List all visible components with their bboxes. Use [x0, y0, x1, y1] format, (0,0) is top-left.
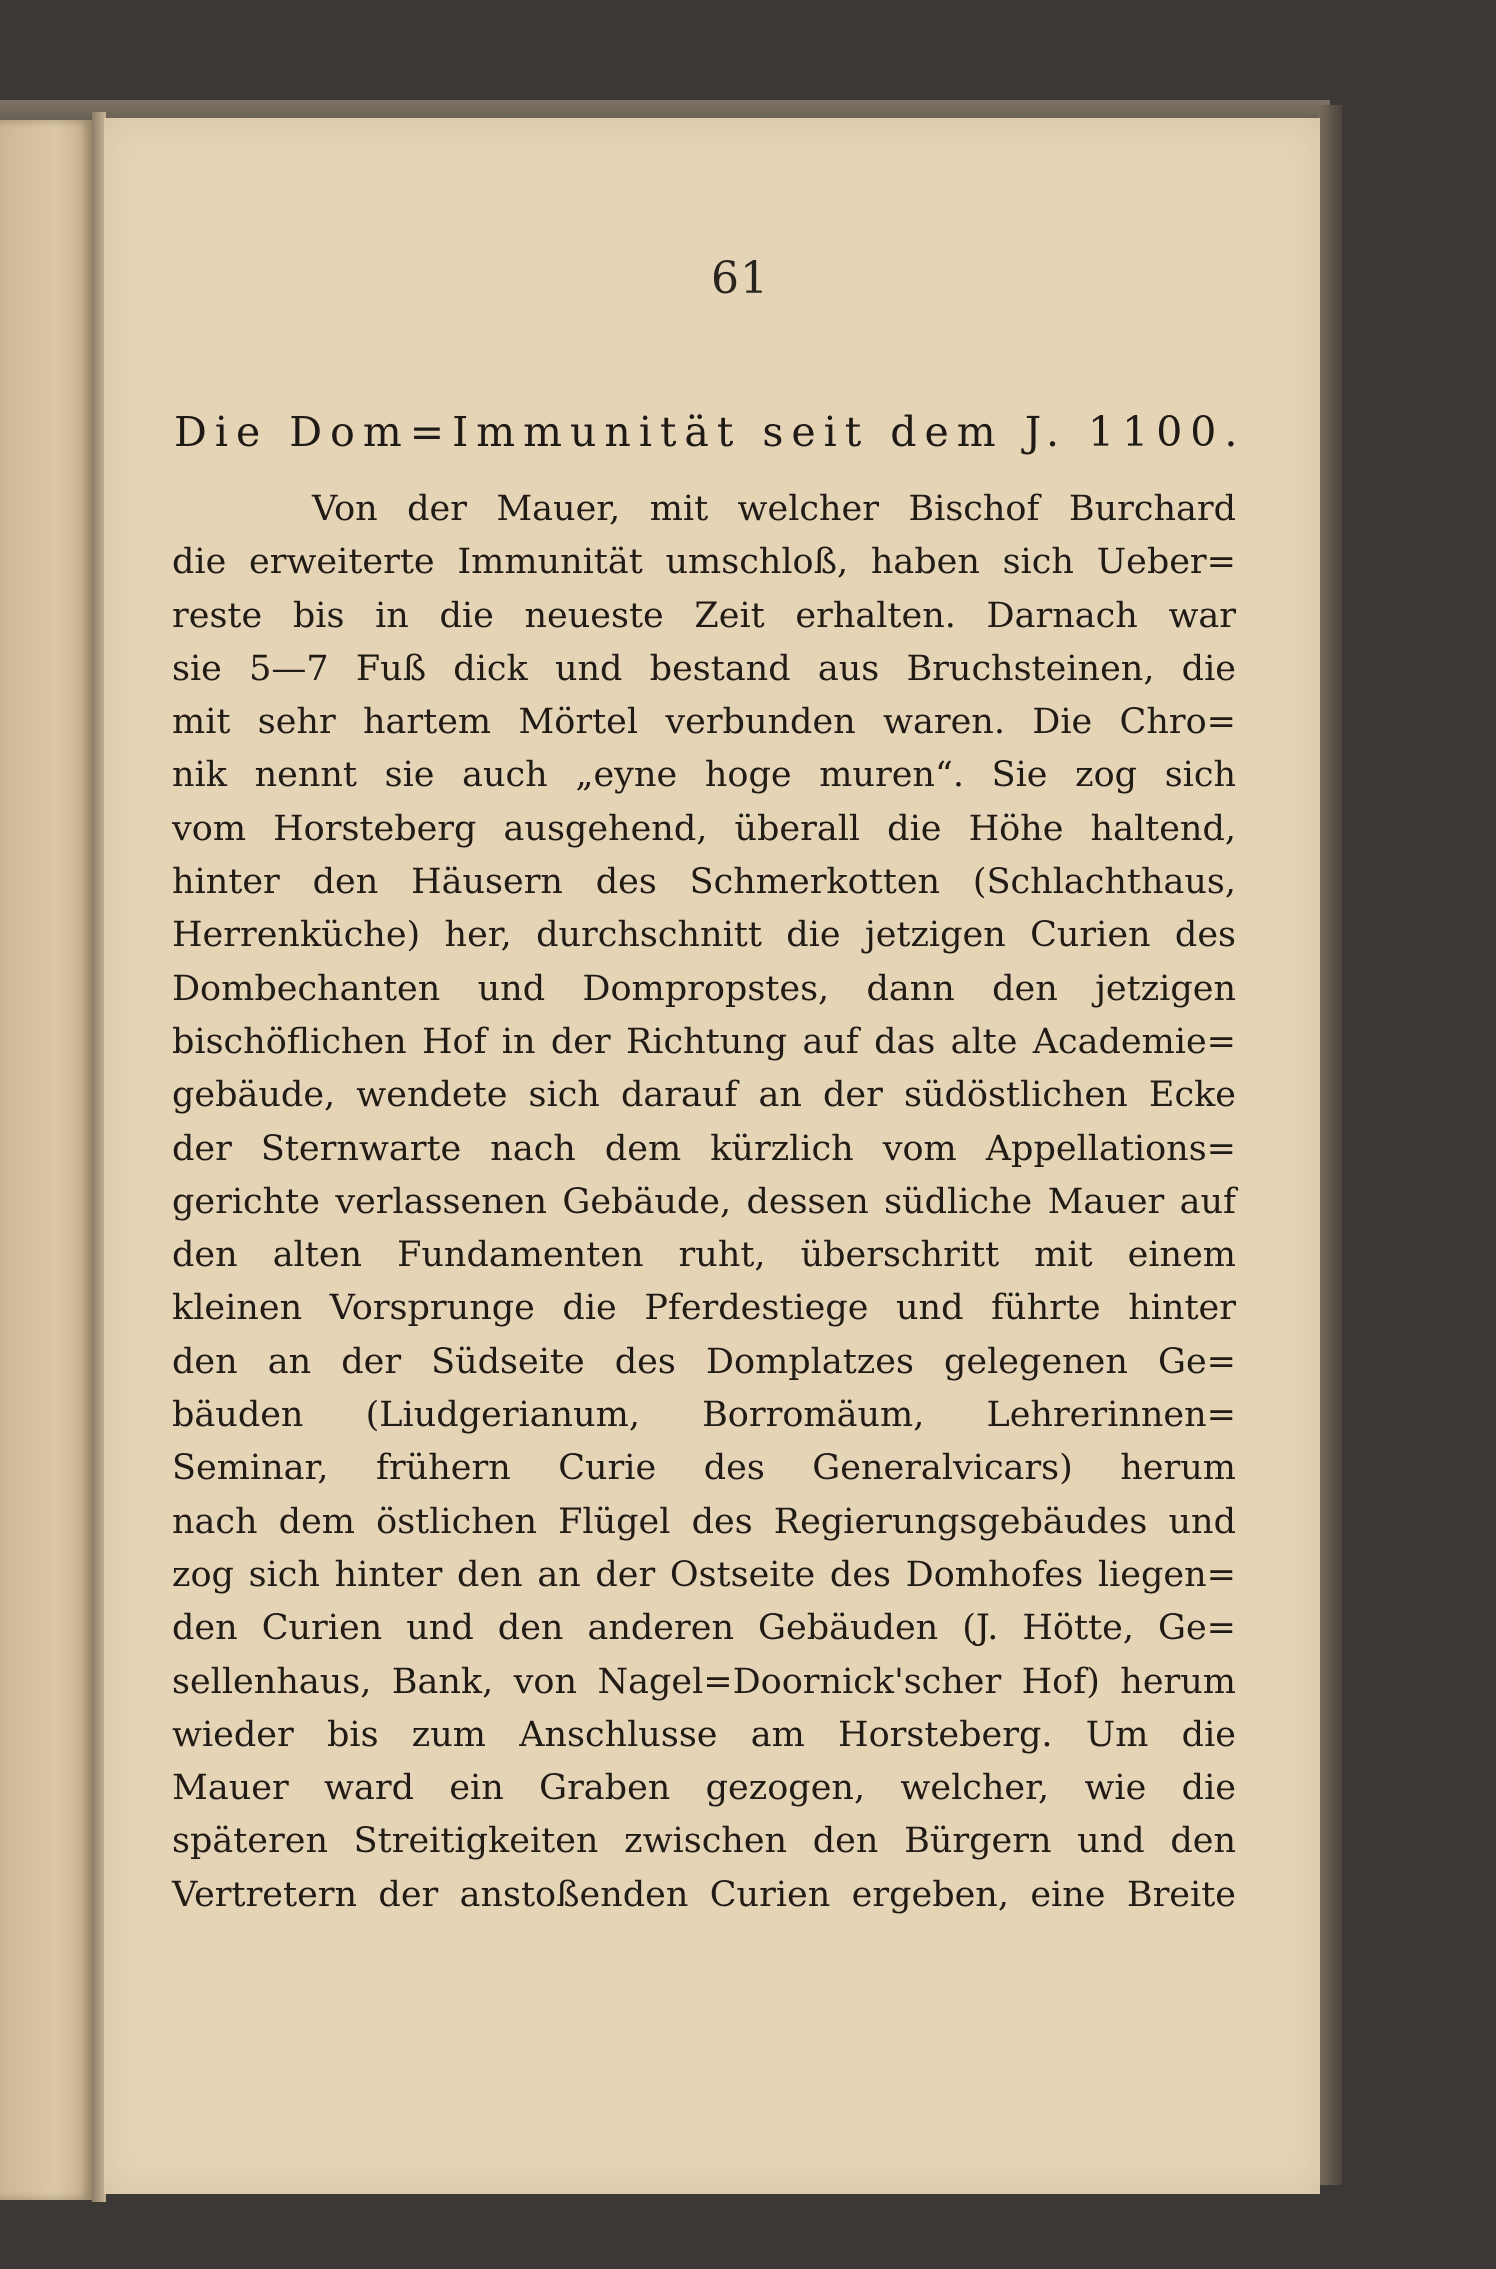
text-line: Vertretern der anstoßenden Curien ergeben, eine Breite: [172, 1874, 1236, 1915]
text-line: späteren Streitigkeiten zwischen den Bürgern und den: [172, 1821, 1236, 1862]
book-page: [104, 118, 1320, 2194]
text-line: gebäude, wendete sich darauf an der südöstlichen Ecke: [172, 1075, 1236, 1116]
text-line: reste bis in die neueste Zeit erhalten. Darnach war: [172, 595, 1236, 636]
page-number: 61: [711, 253, 769, 304]
text-line: den Curien und den anderen Gebäuden (J. Hötte, Ge=: [172, 1608, 1236, 1649]
facing-page-edge: [0, 120, 92, 2200]
text-line: der Sternwarte nach dem kürzlich vom Appellations=: [172, 1128, 1236, 1169]
text-line: die erweiterte Immunität umschloß, haben sich Ueber=: [172, 542, 1236, 583]
text-line: wieder bis zum Anschlusse am Horsteberg. Um die: [172, 1714, 1236, 1755]
text-line: kleinen Vorsprunge die Pferdestiege und führte hinter: [172, 1288, 1236, 1329]
text-line: sellenhaus, Bank, von Nagel=Doornick'scher Hof) herum: [172, 1661, 1236, 1702]
text-line: sie 5—7 Fuß dick und bestand aus Bruchsteinen, die: [172, 648, 1236, 689]
text-line: den an der Südseite des Domplatzes gelegenen Ge=: [172, 1341, 1236, 1382]
text-line: bischöflichen Hof in der Richtung auf das alte Academie=: [172, 1021, 1236, 1062]
text-line: nach dem östlichen Flügel des Regierungsgebäudes und: [172, 1501, 1236, 1542]
book-cover-edge: [1318, 105, 1342, 2185]
text-line: Dombechanten und Dompropstes, dann den jetzigen: [172, 968, 1236, 1009]
text-line: Seminar, frühern Curie des Generalvicars) herum: [172, 1448, 1236, 1489]
text-line: zog sich hinter den an der Ostseite des Domhofes liegen=: [172, 1554, 1236, 1595]
text-line: hinter den Häusern des Schmerkotten (Schlachthaus,: [172, 862, 1236, 903]
text-line: gerichte verlassenen Gebäude, dessen südliche Mauer auf: [172, 1181, 1236, 1222]
section-heading: Die Dom=Immunität seit dem J. 1100.: [174, 408, 1246, 456]
text-line: den alten Fundamenten ruht, überschritt mit einem: [172, 1235, 1236, 1276]
text-line: Herrenküche) her, durchschnitt die jetzigen Curien des: [172, 915, 1236, 956]
body-text: [172, 483, 1236, 1922]
text-line: mit sehr hartem Mörtel verbunden waren. Die Chro=: [172, 702, 1236, 743]
text-line: Von der Mauer, mit welcher Bischof Burchard: [312, 489, 1236, 529]
text-line: Mauer ward ein Graben gezogen, welcher, wie die: [172, 1768, 1236, 1809]
text-line: bäuden (Liudgerianum, Borromäum, Lehrerinnen=: [172, 1395, 1236, 1436]
text-line: vom Horsteberg ausgehend, überall die Höhe haltend,: [172, 808, 1236, 849]
text-line: nik nennt sie auch „eyne hoge muren“. Sie zog sich: [172, 755, 1236, 796]
